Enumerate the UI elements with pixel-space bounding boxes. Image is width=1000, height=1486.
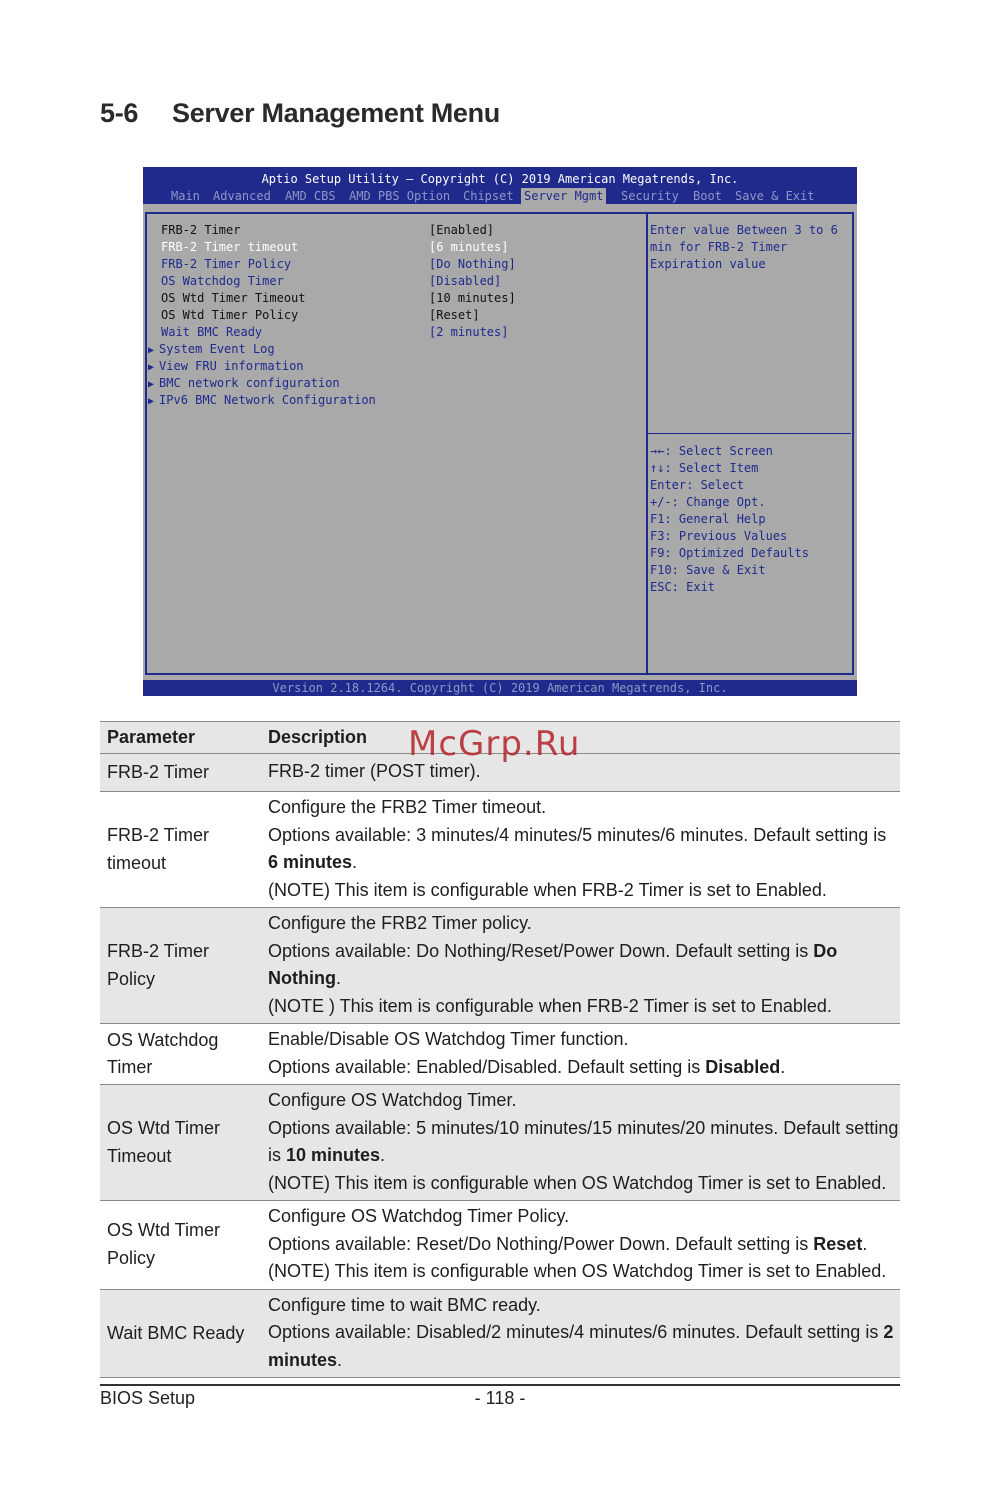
key-enter-select: Enter: Select [650,478,744,492]
param-cell: OS Wtd Timer Policy [107,1220,221,1268]
key-change-opt: +/-: Change Opt. [650,495,766,509]
param-cell: FRB-2 Timer [107,761,210,782]
setting-value[interactable]: [2 minutes] [429,325,509,339]
submenu-label: System Event Log [159,342,275,356]
default-value: Do Nothing [268,940,838,988]
setting-label: OS Wtd Timer Timeout [161,291,306,305]
submenu-system-event-log[interactable] [148,341,275,358]
table-row [100,1201,900,1290]
param-cell: Wait BMC Ready [107,1322,245,1343]
submenu-arrow-icon: ▶ [148,345,155,356]
tab-boot[interactable]: Boot [693,189,722,203]
description-line: Configure the FRB2 Timer timeout. [268,797,547,817]
description-cell [261,754,900,792]
bios-version-footer: Version 2.18.1264. Copyright (C) 2019 American Megatrends, Inc. [143,680,857,696]
description-cell [261,1201,900,1290]
default-value: 10 minutes [286,1145,381,1165]
parameter-table [100,721,900,1378]
tab-security[interactable]: Security [621,189,679,203]
description-line: Options available: Do Nothing/Reset/Power Down. Default setting is Do Nothing. [268,940,838,988]
help-description [650,222,850,273]
description-line: Enable/Disable OS Watchdog Timer function. [268,1029,629,1049]
description-cell [261,908,900,1024]
description-note: (NOTE) This item is configurable when OS Watchdog Timer is set to Enabled. [268,1172,887,1193]
key-select-screen: →←: Select Screen [650,444,773,458]
default-value: Reset [813,1233,863,1254]
tab-advanced[interactable]: Advanced [213,189,271,203]
description-cell [261,1024,900,1085]
description-cell [261,1289,900,1378]
table-row [100,1289,900,1378]
table-row [100,1024,900,1085]
param-cell: OS Wtd Timer Timeout [107,1118,221,1166]
header-parameter: Parameter [107,726,196,747]
key-general-help: F1: General Help [650,512,766,526]
bios-help-divider [648,433,851,434]
table-row [100,792,900,908]
page-number: - 118 - [474,1388,526,1408]
default-value: 2 minutes [268,1322,894,1370]
footer-divider [100,1384,900,1386]
param-cell: OS Watchdog Timer [107,1029,219,1077]
setting-value[interactable]: [6 minutes] [429,240,509,254]
description-line: Configure the FRB2 Timer policy. [268,913,532,933]
tab-server-mgmt[interactable]: Server Mgmt [521,188,606,204]
bios-screenshot [143,167,857,696]
submenu-label: IPv6 BMC Network Configuration [159,393,376,407]
description-line: Options available: Reset/Do Nothing/Power Down. Default setting is Reset. [268,1233,868,1254]
setting-label: OS Watchdog Timer [161,274,284,288]
description-note: (NOTE) This item is configurable when FRB-2 Timer is set to Enabled. [268,879,827,900]
watermark: McGrp.Ru [408,724,581,764]
key-optimized-defaults: F9: Optimized Defaults [650,546,809,560]
description-line: Options available: Disabled/2 minutes/4 minutes/6 minutes. Default setting is 2 minutes. [268,1322,894,1370]
setting-value[interactable]: [Do Nothing] [429,257,516,271]
key-save-exit: F10: Save & Exit [650,563,766,577]
description-line: Configure OS Watchdog Timer. [268,1090,517,1110]
description-note: (NOTE) This item is configurable when OS Watchdog Timer is set to Enabled. [268,1261,887,1281]
submenu-bmc-network-configuration[interactable] [148,375,340,392]
submenu-label: BMC network configuration [159,376,340,390]
bios-title: Aptio Setup Utility – Copyright (C) 2019 American Megatrends, Inc. [261,172,739,186]
param-cell: FRB-2 Timer Policy [107,941,210,989]
setting-label: Wait BMC Ready [161,325,263,339]
section-heading [100,98,500,129]
param-cell: FRB-2 Timer timeout [107,825,210,873]
help-line: Enter value Between 3 to 6 [650,223,838,237]
description-line: Options available: 5 minutes/10 minutes/15 minutes/20 minutes. Default setting is 10 minutes. [268,1117,899,1165]
section-title: Server Management Menu [172,98,500,128]
description-cell [261,792,900,908]
tab-main[interactable]: Main [171,189,200,203]
description-line: Options available: 3 minutes/4 minutes/5 minutes/6 minutes. Default setting is 6 minutes. [268,824,887,872]
table-row [100,908,900,1024]
submenu-arrow-icon: ▶ [148,396,155,407]
key-previous-values: F3: Previous Values [650,529,788,543]
submenu-label: View FRU information [159,359,304,373]
setting-value[interactable]: [Reset] [429,308,480,322]
submenu-view-fru-information[interactable] [148,358,304,375]
description-note: (NOTE ) This item is configurable when FRB-2 Timer is set to Enabled. [268,995,832,1016]
bios-title-bar [143,167,857,204]
description-line: Configure OS Watchdog Timer Policy. [268,1206,570,1226]
key-select-item: ↑↓: Select Item [650,461,759,475]
setting-label: OS Wtd Timer Policy [161,308,299,322]
tab-amd-cbs[interactable]: AMD CBS [285,189,336,203]
bios-tab-bar [143,188,857,204]
tab-save-exit[interactable]: Save & Exit [735,189,815,203]
description-line: Configure time to wait BMC ready. [268,1294,541,1315]
setting-value[interactable]: [10 minutes] [429,291,516,305]
setting-value[interactable]: [Disabled] [429,274,502,288]
key-esc-exit: ESC: Exit [650,580,716,594]
setting-label: FRB-2 Timer Policy [161,257,292,271]
help-line: min for FRB-2 Timer [650,240,788,254]
description-line: Options available: Enabled/Disabled. Default setting is Disabled. [268,1056,786,1077]
table-row [100,1085,900,1201]
description-line: FRB-2 timer (POST timer). [268,761,481,782]
header-description: Description [268,726,368,747]
tab-amd-pbs-option[interactable]: AMD PBS Option [349,189,451,203]
tab-chipset[interactable]: Chipset [463,189,514,203]
footer-section-name: BIOS Setup [100,1388,196,1408]
setting-value[interactable]: [Enabled] [429,223,495,237]
help-line: Expiration value [650,257,766,271]
setting-label: FRB-2 Timer [161,223,241,237]
description-cell [261,1085,900,1201]
section-number: 5-6 [100,98,139,128]
submenu-arrow-icon: ▶ [148,362,155,373]
submenu-ipv6-bmc-network-configuration[interactable] [148,392,376,409]
default-value: Disabled [705,1056,781,1077]
default-value: 6 minutes [268,852,353,872]
setting-label: FRB-2 Timer timeout [161,240,299,254]
submenu-arrow-icon: ▶ [148,379,155,390]
